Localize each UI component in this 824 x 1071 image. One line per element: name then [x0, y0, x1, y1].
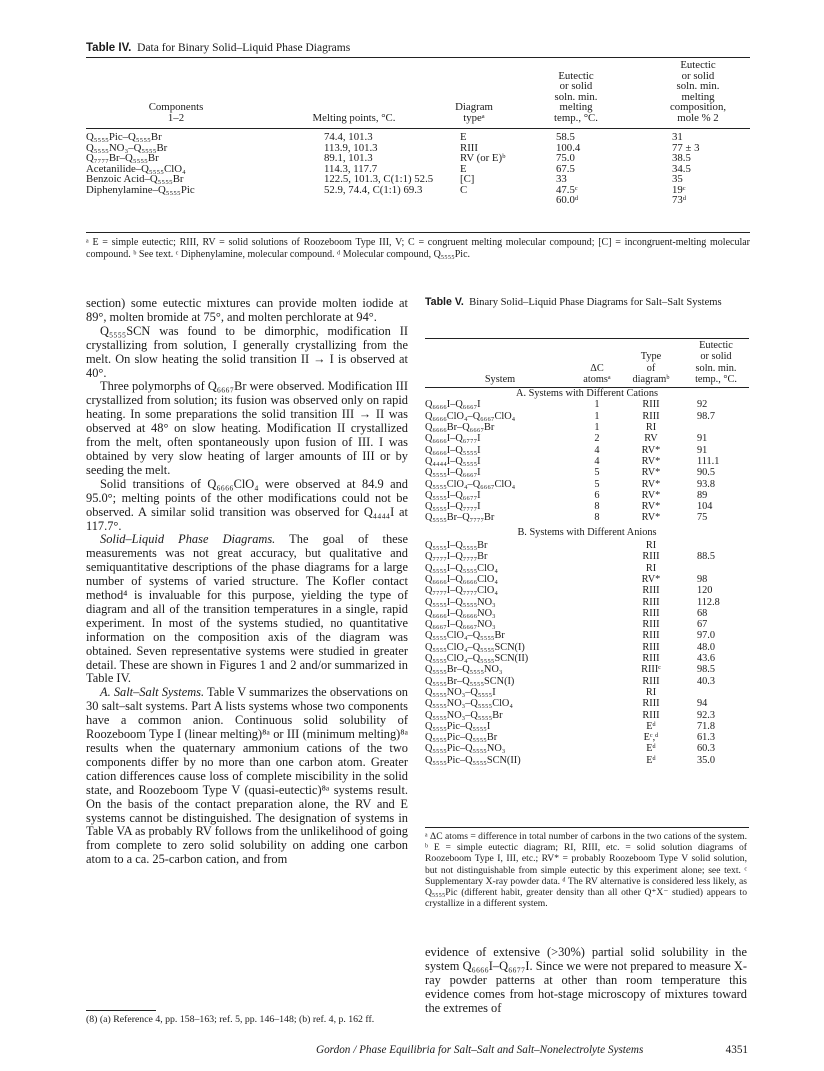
footer-citation: Gordon / Phase Equilibria for Salt–Salt and Salt–Nonelectrolyte Systems	[316, 1044, 644, 1056]
t4-header-components: Components 1–2	[148, 101, 204, 124]
table5-row: Q₅₅₅₅Br–Q₅₅₅₅SCN(I) RIII 40.3	[425, 675, 716, 687]
paragraph: section) some eutectic mixtures can provide molten iodide at 89°, molten bromide at 75°, and molten perchlorate at 94°.	[86, 296, 408, 324]
paragraph: Q₅₅₅₅SCN was found to be dimorphic, modification II crystallizing from solution, I generally crystallizing from the melt. On slow heating the solid transition II → I is observed at 40°.	[86, 323, 408, 380]
table5-top-rule	[425, 338, 749, 339]
table5-row: Q₅₅₅₅ClO₄–Q₅₅₅₅SCN(II) RIII 43.6	[425, 653, 716, 665]
table5-row: Q₆₆₆₆Br–Q₆₆₆₇Br 1 RI	[425, 422, 657, 434]
table5-label: Table V.	[425, 296, 464, 308]
table4-row: Benzoic Acid–Q₅₅₅₅Br 122.5, 101.3, C(1:1) 52.5 [C] 33 35	[86, 173, 683, 185]
table5-title: Binary Solid–Liquid Phase Diagrams for Salt–Salt Systems	[469, 297, 722, 308]
table5-row: Q₅₅₅₅NO₃–Q₅₅₅₅I RI	[425, 686, 657, 698]
table5-row: Q₆₆₆₆I–Q₆₇₇₇I 2 RV 91	[425, 433, 708, 445]
table5-bottom-rule	[425, 827, 749, 828]
t4-header-eutectic-temp: Eutectic or solid soln. min. melting temp., °C.	[554, 69, 598, 124]
table5-row: Q₅₅₅₅Br–Q₅₅₅₅NO₃ RIIIᶜ 98.5	[425, 664, 716, 676]
table5-row: Q₅₅₅₅ClO₄–Q₅₅₅₅SCN(I) RIII 48.0	[425, 641, 716, 653]
table5-row: Q₅₅₅₅I–Q₆₆₇₇I 6 RV* 89	[425, 489, 708, 501]
reference-8: (8) (a) Reference 4, pp. 158–163; ref. 5, pp. 146–148; (b) ref. 4, p. 162 ff.	[86, 1014, 375, 1025]
table5-row: Q₅₅₅₅I–Q₅₅₅₅Br RI	[425, 540, 657, 552]
t4-header-eutectic-comp: Eutectic or solid soln. min. melting composition, mole % 2	[669, 59, 727, 124]
t4-header-melting: Melting points, °C.	[312, 111, 396, 124]
paragraph: A. Salt–Salt Systems. Table V summarizes the observations on 30 salt–salt systems. Part A lists systems whose two components have a common anion. Continuous solid solubility of Roozeboom Type I (linear melting)⁸ᵃ or III (minimum melting)⁸ᵃ results when the quaternary ammonium cations of the two components differ by no more than one carbon atom. Greater cation differences cause loss of complete miscibility in the solid state, and Roozeboom Type V (quasi-eutectic)⁸ᵃ systems result. On the basis of the contact preparation alone, the RV and E systems cannot be distinguished. The designation of systems in Table VA as probably RV follows from the unlikelihood of going from complete to zero solid solubility on adding one carbon atom to a ca. 25-carbon cation, and from	[86, 685, 409, 867]
table4-row: Q₅₅₅₅Pic–Q₅₅₅₅Br 74.4, 101.3 E 58.5 31	[86, 131, 683, 143]
table4-row: Acetanilide–Q₅₅₅₅ClO₄ 114.3, 117.7 E 67.5 34.5	[86, 162, 691, 175]
page-number: 4351	[725, 1044, 748, 1056]
section-a-header: A. Systems with Different Cations	[516, 388, 658, 400]
table5-row: Q₅₅₅₅ClO₄–Q₅₅₅₅Br RIII 97.0	[425, 630, 716, 642]
right-column-text: evidence of extensive (>30%) partial solid solubility in the system Q₆₆₆₆I–Q₆₆₇₇I. Since we were not prepared to measure X-ray powder patterns at other than room temperature this evidence comes from hot-stage microscopy of mixtures toward the extremes of	[425, 945, 747, 1015]
t5-header-atoms: ΔC atomsᵃ	[583, 362, 611, 385]
t5-header-eutectic: Eutectic or solid soln. min. temp., °C.	[695, 340, 737, 385]
page-footer	[316, 1044, 748, 1056]
table4-row: Diphenylamine–Q₅₅₅₅Pic 52.9, 74.4, C(1:1) 69.3 C 47.5ᶜ 19ᶜ	[86, 183, 686, 196]
table5-row: Q₅₅₅₅Pic–Q₅₅₅₅NO₃ Eᵈ 60.3	[425, 743, 716, 755]
table5-row: Q₅₅₅₅NO₃–Q₅₅₅₅ClO₄ RIII 94	[425, 698, 708, 710]
table5-row: Q₄₄₄₄I–Q₅₅₅₅I 4 RV* 111.1	[425, 455, 720, 467]
table5-row: Q₅₅₅₅NO₃–Q₅₅₅₅Br RIII 92.3	[425, 709, 716, 721]
table5-row: Q₇₇₇₇I–Q₇₇₇₇ClO₄ RIII 120	[425, 585, 713, 597]
table5-row: Q₆₆₆₆I–Q₅₅₅₅I 4 RV* 91	[425, 444, 708, 456]
table5-row: Q₆₆₆₆I–Q₆₆₆₆ClO₄ RV* 98	[425, 573, 708, 585]
table5-row: Q₆₆₆₆I–Q₆₆₆₇I 1 RIII 92	[425, 399, 708, 411]
paragraph: Three polymorphs of Q₆₆₆₇Br were observed. Modification III crystallized from solution; its fusion was observed only on rapid heating. In some preparations the solid transition III → II was observed at 48° on slow heating. Modification II crystallized from the melt, often spontaneously upon fusion of III. I was obtained by very slow heating of larger amounts of III or by seeding the melt.	[86, 379, 408, 477]
table4-row: Q₇₇₇₇Br–Q₅₅₅₅Br 89.1, 101.3 RV (or E)ᵇ 75.0 38.5	[86, 152, 691, 164]
table5	[425, 340, 749, 766]
table5-footnote: ᵃ ΔC atoms = difference in total number of carbons in the two cations of the system. ᵇ E = simple eutectic diagram; RI, RIII, etc. = solid solution diagrams of Roozeboom Type I, III, etc.; RV* = probably Roozeboom Type V solid solution, but not distinguishable from simple eutectic by this experiment alone; see text. ᶜ Supplementary X-ray powder data. ᵈ The RV alternative is considered less likely, as Q₅₅₅₅Pic (different habit, greater density than all other Q⁺X⁻ studied) appears to crystallize in a different system.	[425, 831, 747, 910]
paragraph: Solid–Liquid Phase Diagrams. The goal of these measurements was not great accuracy, but qualitative and semiquantitative descriptions of the phase diagrams for a large number of systems of varied structure. The Kofler contact method⁴ is invaluable for this purpose, yielding the type of diagram and all of the transition temperatures in a single, rapid experiment. In most of the systems studied, no quantitative information on the composition axis of the diagram was obtained. Seven representative systems were studied in greater detail. These are shown in Figures 1 and 2 and/or summarized in Table IV.	[86, 532, 408, 686]
table5-row: Q₅₅₅₅I–Q₅₅₅₅NO₃ RIII 112.8	[425, 596, 720, 608]
section-heading: A. Salt–Salt Systems.	[100, 685, 205, 700]
table5-caption	[425, 296, 745, 309]
table4-label: Table IV.	[86, 42, 132, 54]
section-heading: Solid–Liquid Phase Diagrams.	[100, 532, 276, 547]
t4-header-diagram: Diagram typeᵃ	[455, 101, 493, 124]
table5-row: Q₆₆₆₆ClO₄–Q₆₆₆₇ClO₄ 1 RIII 98.7	[425, 410, 716, 422]
table5-row: Q₅₅₅₅I–Q₅₅₅₅ClO₄ RI	[425, 562, 657, 574]
paragraph: Solid transitions of Q₆₆₆₆ClO₄ were observed at 84.9 and 95.0°; melting points of the other modifications could not be observed. A similar solid transition was observed for Q₄₄₄₄I at 117.7°.	[86, 476, 408, 533]
table5-row: Q₅₅₅₅Br–Q₇₇₇₇Br 8 RV* 75	[425, 512, 708, 524]
table5-row: Q₆₆₆₆I–Q₆₆₆₆NO₃ RIII 68	[425, 607, 708, 619]
footnote-divider	[86, 1010, 156, 1011]
table4-row: 60.0ᵈ 73ᵈ	[556, 194, 687, 206]
table4-title: Data for Binary Solid–Liquid Phase Diagrams	[137, 42, 351, 54]
table4-bottom-rule	[86, 232, 750, 233]
table5-row: Q₅₅₅₅Pic–Q₅₅₅₅Br Eᶜ,ᵈ 61.3	[425, 732, 716, 744]
table5-row: Q₇₇₇₇I–Q₇₇₇₇Br RIII 88.5	[425, 551, 716, 563]
table4-footnote: ᵃ E = simple eutectic; RIII, RV = solid solutions of Roozeboom Type III, V; C = congruent melting molecular compound; [C] = incongruent-melting molecular compound. ᵇ See text. ᶜ Diphenylamine, molecular compound. ᵈ Molecular compound, Q₅₅₅₅Pic.	[86, 237, 750, 260]
table5-row: Q₅₅₅₅I–Q₇₇₇₇I 8 RV* 104	[425, 501, 713, 513]
left-column-text	[86, 297, 408, 867]
table4-row: Q₅₅₅₅NO₃–Q₅₅₅₅Br 113.9, 101.3 RIII 100.4 77 ± 3	[86, 141, 700, 154]
t5-header-type: Type of diagramᵇ	[632, 351, 670, 385]
table5-row: Q₅₅₅₅I–Q₆₆₆₇I 5 RV* 90.5	[425, 467, 716, 479]
table4	[86, 60, 750, 206]
table5-row: Q₅₅₅₅Pic–Q₅₅₅₅SCN(II) Eᵈ 35.0	[425, 754, 716, 766]
table4-top-rule	[86, 57, 750, 58]
section-b-header: B. Systems with Different Anions	[517, 526, 657, 538]
table4-caption	[86, 42, 350, 54]
table5-row: Q₆₆₆₇I–Q₆₆₆₇NO₃ RIII 67	[425, 619, 708, 631]
table5-row: Q₅₅₅₅Pic–Q₅₅₅₅I Eᵈ 71.8	[425, 720, 716, 732]
table5-row: Q₅₅₅₅ClO₄–Q₆₆₆₇ClO₄ 5 RV* 93.8	[425, 478, 716, 490]
t5-header-system: System	[484, 373, 516, 385]
